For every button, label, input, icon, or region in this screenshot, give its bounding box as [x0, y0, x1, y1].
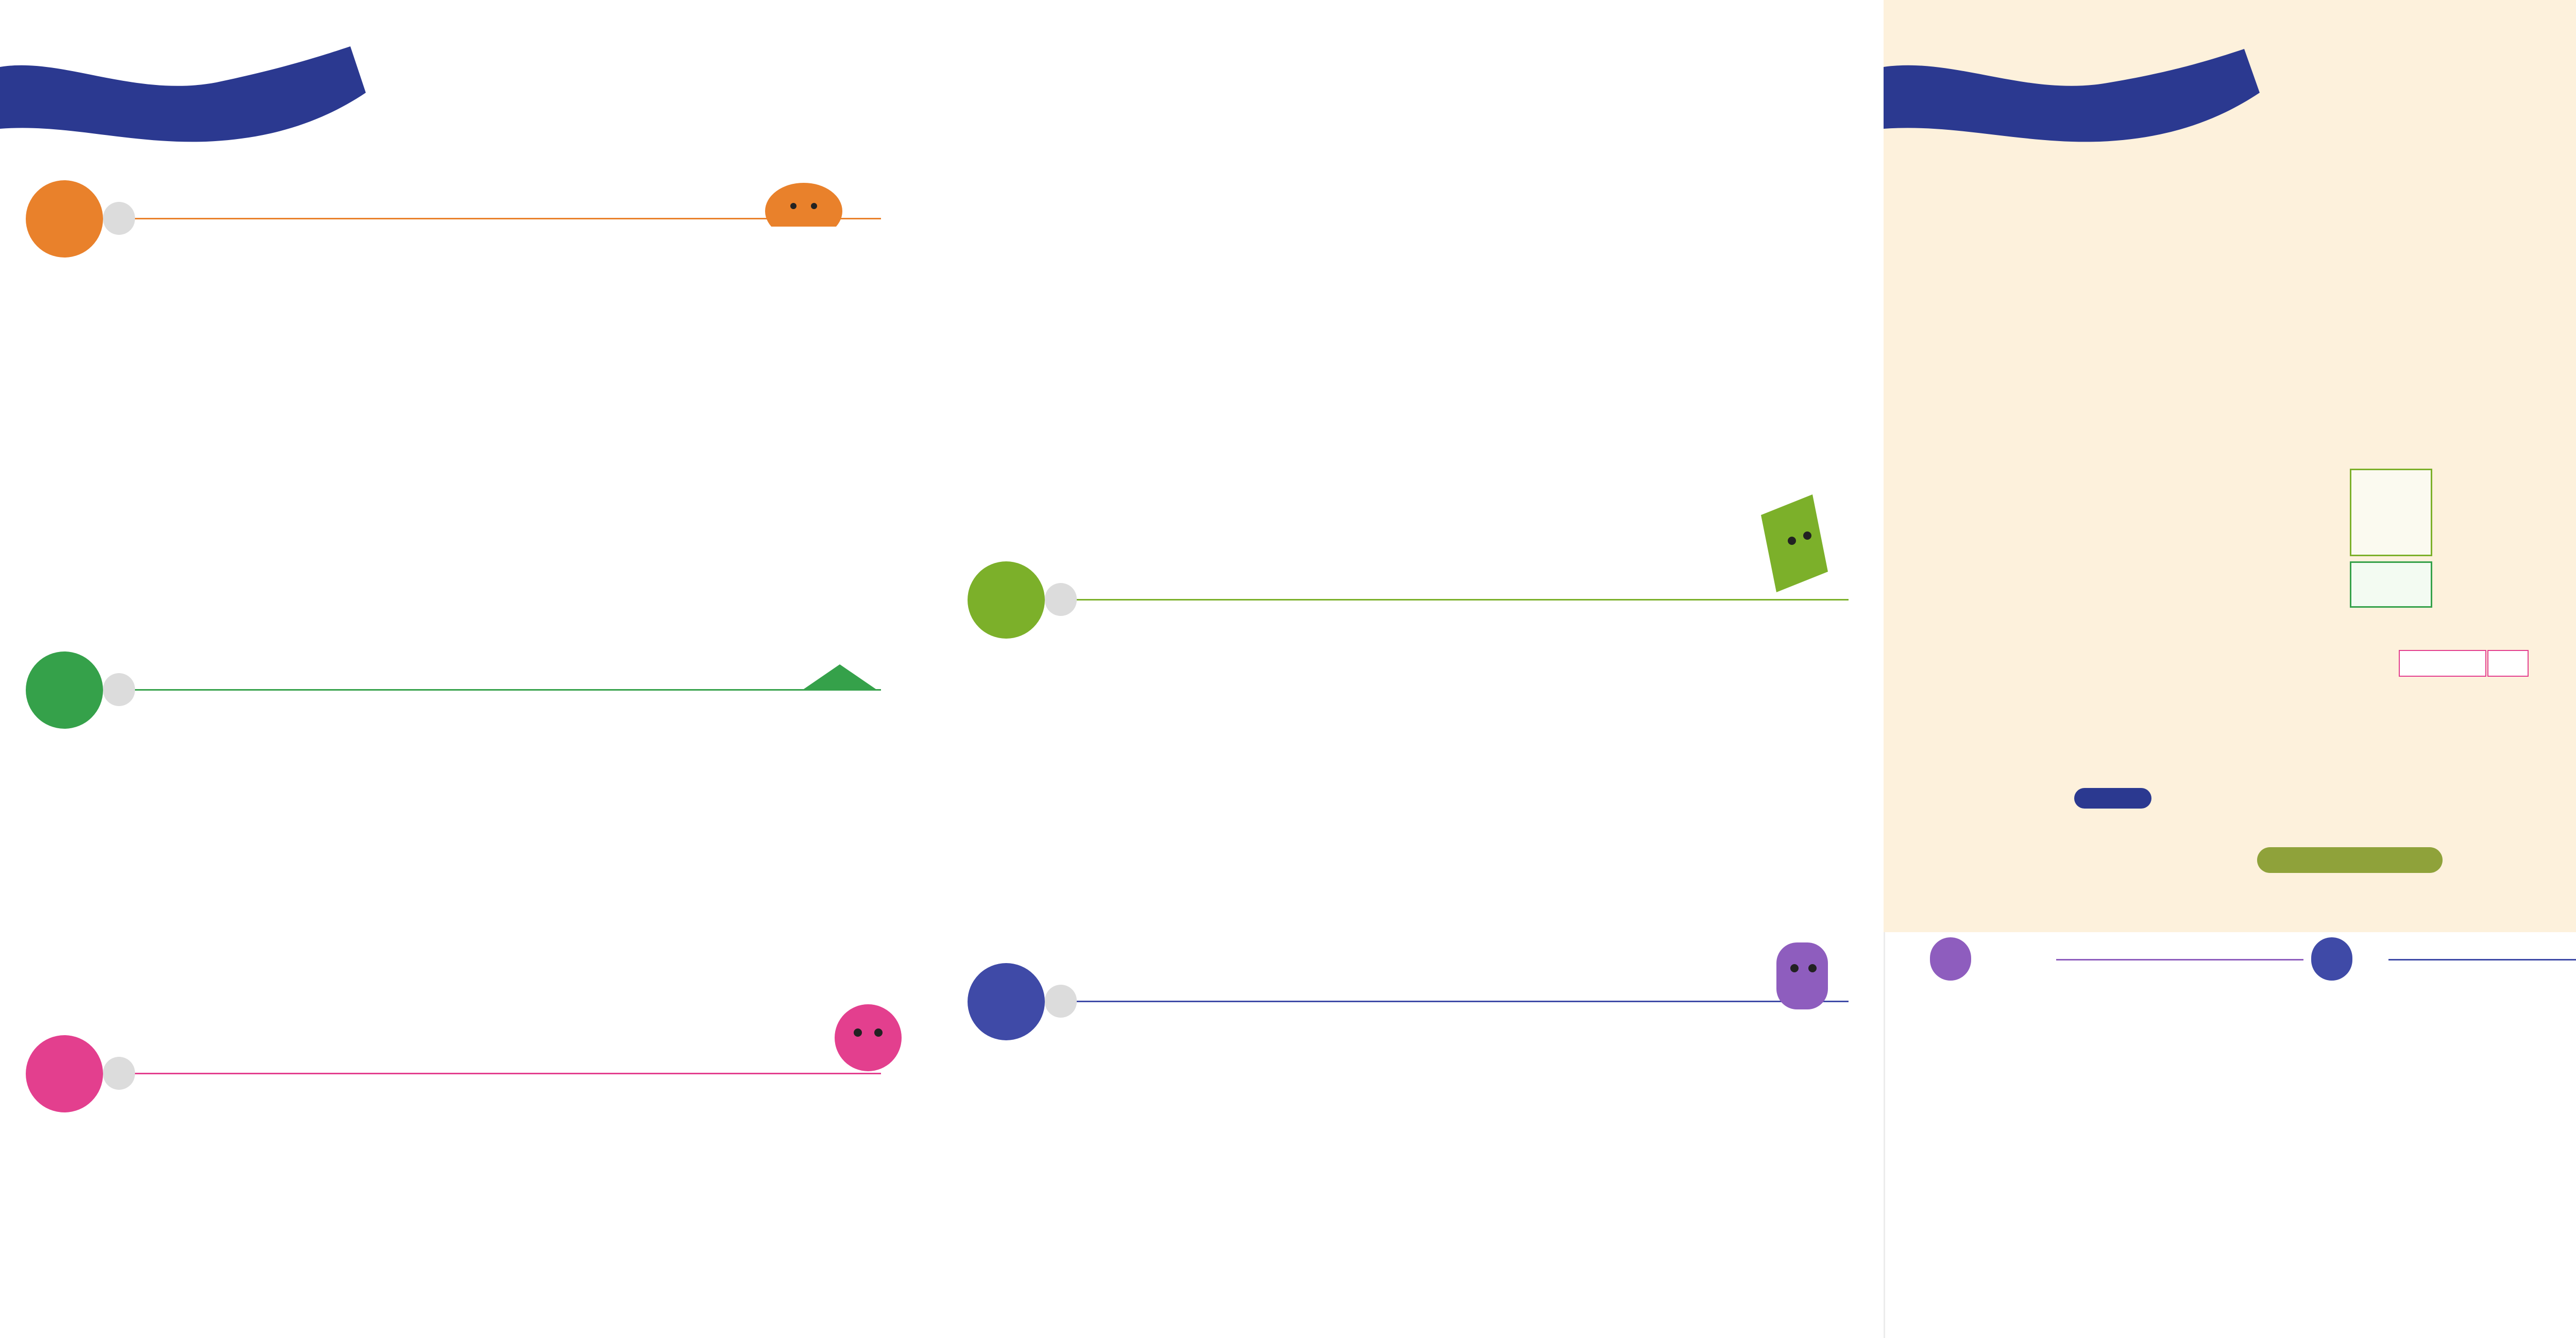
ops-booth — [2399, 650, 2486, 677]
triangle-icon — [804, 664, 876, 690]
fusion-divider — [2056, 959, 2303, 960]
photozone-pill — [2257, 847, 2443, 873]
section-da-line — [103, 1073, 881, 1074]
section-ga-pill — [103, 202, 135, 235]
section-ra-line — [1045, 599, 1849, 601]
green-mascot-icon — [1751, 494, 1833, 608]
section-ga-line — [103, 218, 881, 219]
panel-middle — [942, 0, 1884, 1338]
section-ma-badge — [968, 963, 1045, 1040]
section-ra-pill — [1045, 583, 1077, 616]
section-ma-line — [1045, 1001, 1849, 1002]
fusion-title — [1930, 937, 1971, 981]
section-ma-pill — [1045, 985, 1077, 1018]
section-na-badge — [26, 651, 103, 729]
panel-left — [0, 0, 942, 1338]
panel-right — [1884, 0, 2576, 1338]
outside-divider — [2388, 959, 2576, 960]
purple-mascot-icon — [1771, 937, 1833, 1015]
section-da-pill — [103, 1057, 135, 1090]
section-ga-badge — [26, 180, 103, 258]
bookcafe-area — [2350, 469, 2432, 556]
medical-booth — [2487, 650, 2529, 677]
boardgame-area — [2350, 561, 2432, 608]
section-da-badge — [26, 1035, 103, 1112]
guide-ribbon — [1884, 26, 2265, 170]
program-ribbon — [0, 21, 371, 175]
memory-pill — [2074, 788, 2151, 809]
pink-mascot-icon — [829, 999, 907, 1076]
section-na-line — [103, 689, 881, 691]
outside-title — [2311, 937, 2352, 981]
section-ra-badge — [968, 561, 1045, 639]
section-na-pill — [103, 673, 135, 706]
